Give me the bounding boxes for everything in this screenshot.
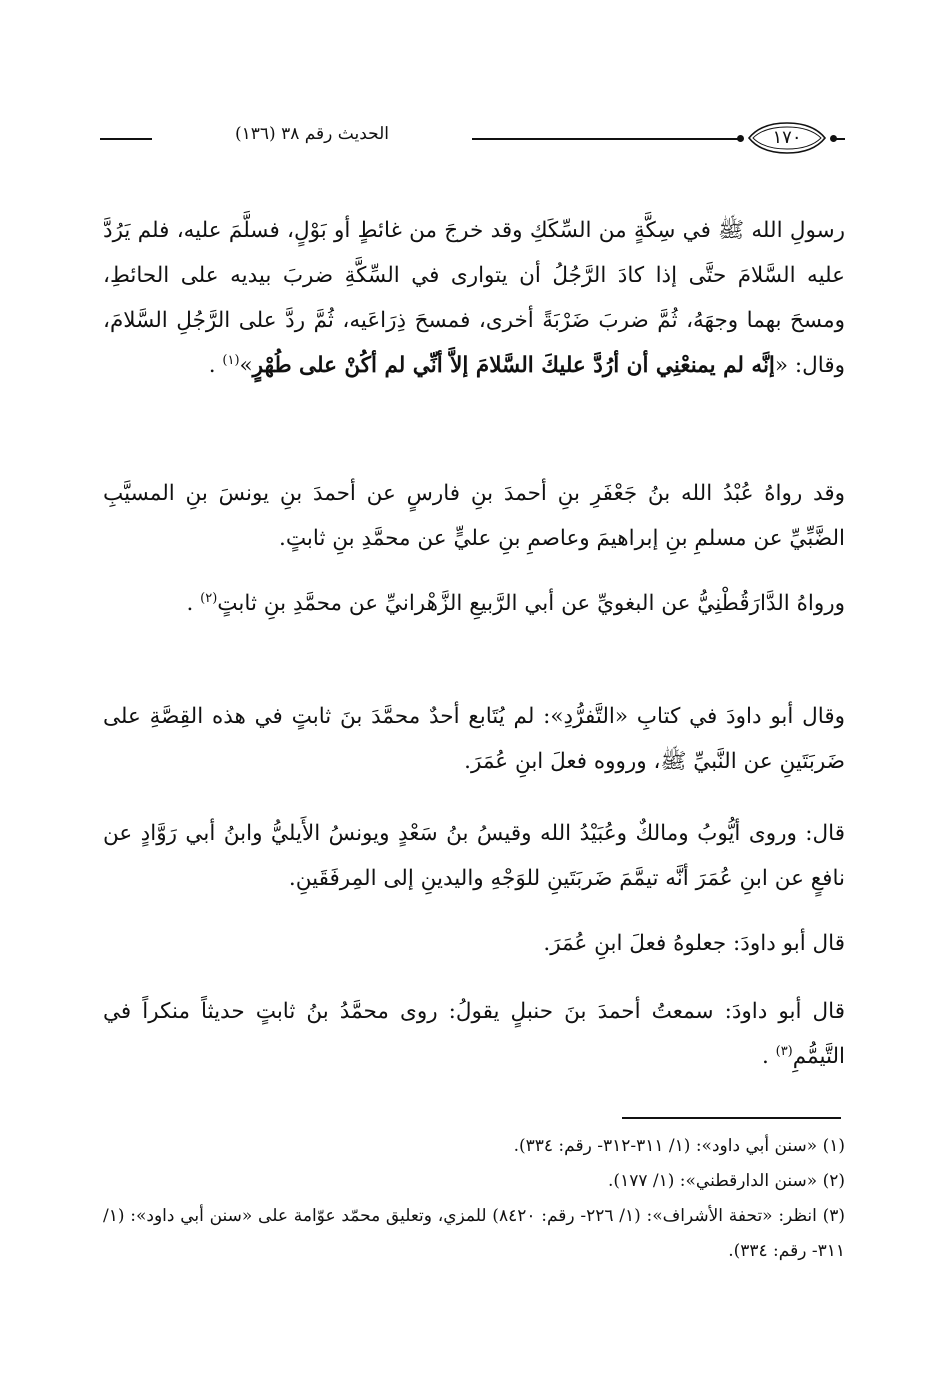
- footnote-separator: [622, 1117, 841, 1119]
- header-rule-left: [100, 138, 152, 140]
- footnote-2: (٢) «سنن الدارقطني»: (١/ ١٧٧).: [608, 1171, 845, 1191]
- paragraph-5: [103, 811, 845, 901]
- page-number-frame: [743, 120, 831, 156]
- footnote-ref-2[interactable]: (٢): [200, 590, 218, 606]
- page-header: [100, 118, 845, 162]
- paragraph-text: قال: وروى أيُّوبُ ومالكٌ وعُبَيْدُ الله وقيسُ بنُ سَعْدٍ ويونسُ الأَيليُّ وابنُ أبي رَوَّادٍ عن نافعٍ عن ابنِ عُمَرَ أنَّه تيمَّمَ ضَربَتَينِ للوَجْهِ واليدينِ إلى المِرفَقَينِ.: [103, 821, 845, 891]
- page-number: ١٧٠: [772, 127, 802, 148]
- paragraph-7: [103, 989, 845, 1079]
- paragraph-3: [103, 581, 845, 626]
- quoted-hadith-bold: إنَّه لم يمنعْنِي أن أرُدَّ عليكَ السَّلامَ إلاَّ أنِّي لم أكُنْ على طُهْرٍ: [252, 353, 775, 378]
- paragraph-text: قال أبو داودَ: جعلوهُ فعلَ ابنِ عُمَرَ.: [543, 931, 845, 956]
- sentence-end: .: [761, 1044, 776, 1069]
- paragraph-text: قال أبو داودَ: سمعتُ أحمدَ بنَ حنبلٍ يقولُ: روى محمَّدُ بنُ ثابتٍ حديثاً منكراً في التَّيمُّمِ: [103, 999, 845, 1069]
- running-title: الحديث رقم ٣٨ (١٣٦): [234, 124, 390, 144]
- footnote-3: (٣) انظر: «تحفة الأشراف»: (١/ ٢٢٦- رقم: ٨٤٢٠) للمزي، وتعليق محمّد عوّامة على «سنن أبي داود»: (١/ ٣١١- رقم: ٣٣٤).: [103, 1206, 846, 1261]
- quote-close: »: [239, 353, 253, 378]
- paragraph-2: [103, 471, 845, 561]
- paragraph-6: [103, 921, 845, 966]
- footnote-1: (١) «سنن أبي داود»: (١/ ٣١١-٣١٢- رقم: ٣٣٤).: [513, 1136, 845, 1156]
- footnote-ref-1[interactable]: (١): [222, 352, 240, 368]
- header-rule-right: [834, 138, 845, 140]
- footnote-ref-3[interactable]: (٣): [775, 1043, 793, 1059]
- paragraph-text: ورواهُ الدَّارَقُطْنِيُّ عن البغويِّ عن أبي الرَّبيعِ الزَّهْرانيِّ عن محمَّدِ بنِ ثابتٍ: [217, 591, 845, 616]
- paragraph-text: رسولِ الله ﷺ في سِكَّةٍ من السِّكَكِ وقد خرجَ من غائطٍ أو بَوْلٍ، فسلَّمَ عليه، فلم يَرُدَّ عليه السَّلامَ حتَّى إذا كادَ الرَّجُلُ أن يتوارى في السِّكَّةِ ضربَ بيديه على الحائطِ، ومسحَ بهما وجهَهُ، ثُمَّ ضربَ ضَرْبَةً أخرى، فمسحَ ذِرَاعَيه، ثُمَّ ردَّ على الرَّجُلِ السَّلامَ، وقال: «: [103, 218, 845, 378]
- sentence-end: .: [186, 591, 201, 616]
- paragraph-text: وقد رواهُ عُبْدُ الله بنُ جَعْفَرِ بنِ أحمدَ بنِ فارسٍ عن أحمدَ بنِ يونسَ بنِ المسيَّبِ الضَّبِّيِّ عن مسلمِ بنِ إبراهيمَ وعاصمِ بنِ عليٍّ عن محمَّدِ بنِ ثابتٍ.: [103, 481, 845, 551]
- footnotes: [103, 1129, 845, 1269]
- paragraph-4: [103, 694, 845, 784]
- header-rule-middle: [472, 138, 738, 140]
- paragraph-text: وقال أبو داودَ في كتابِ «التَّفرُّدِ»: لم يُتَابع أحدٌ محمَّدَ بنَ ثابتٍ في هذه القِصَّةِ على ضَربَتَينِ عن النَّبيِّ ﷺ، ورووه فعلَ ابنِ عُمَرَ.: [103, 704, 845, 774]
- sentence-end: .: [208, 353, 223, 378]
- paragraph-1: [103, 208, 845, 388]
